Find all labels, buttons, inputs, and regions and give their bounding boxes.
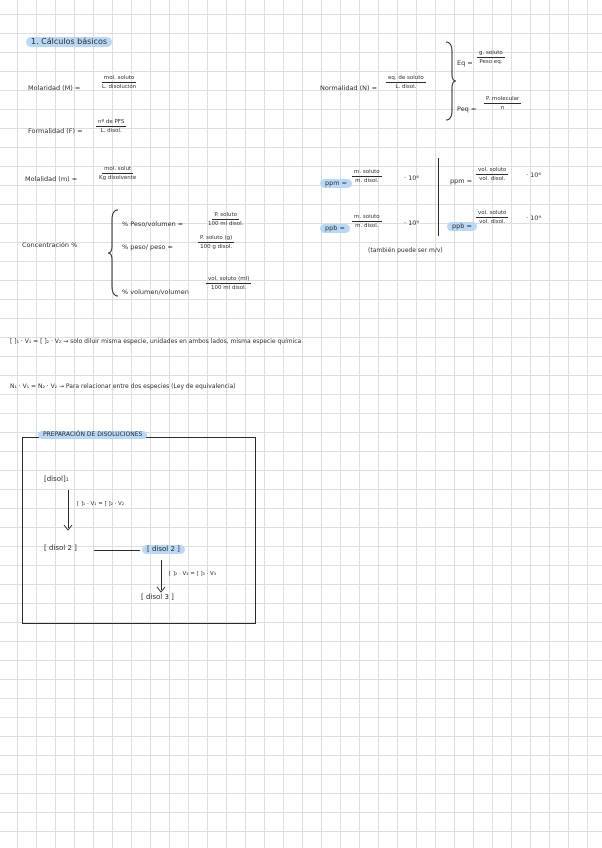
preparacion-title: PREPARACIÓN DE DISOLUCIONES [38, 431, 147, 439]
molalidad-numerator: mol. solut [102, 166, 133, 174]
concentracion-label: Concentración % [22, 241, 78, 249]
formalidad-denominator: L. disol. [100, 128, 122, 135]
peso-volumen-label: % Peso/volumen = [122, 220, 184, 228]
molalidad-label: Molalidad (m) = [25, 175, 78, 183]
formalidad-label: Formalidad (F) = [28, 127, 83, 135]
ppm-right-factor: · 10⁶ [526, 171, 542, 179]
eq-fraction [477, 50, 505, 66]
ppb-left-numerator: m. soluto [352, 214, 382, 222]
ppm-right-fraction [476, 167, 508, 183]
volumen-volumen-label: % volumen/volumen [122, 288, 189, 296]
preparacion-box [22, 437, 256, 624]
arrow-down-icon [64, 525, 72, 531]
ppb-right-factor: · 10⁹ [526, 214, 542, 222]
peq-label: Peq = [457, 105, 477, 113]
disol-2-right: [ disol 2 ] [142, 545, 185, 554]
peso-peso-denominator: 100 g disol. [200, 244, 233, 251]
ppb-left-label: ppb = [320, 224, 350, 233]
equation-2: [ ]₂ · V₂ = [ ]₃ · V₃ [169, 571, 217, 577]
volumen-volumen-fraction [206, 276, 251, 292]
molaridad-denominator: L. disolución [102, 84, 137, 91]
peq-fraction [484, 96, 521, 112]
peso-volumen-fraction [206, 212, 245, 228]
eq-denominator: Peso eq. [479, 59, 503, 66]
molaridad-numerator: mol. soluto [102, 75, 137, 83]
ppm-left-numerator: m. soluto [352, 169, 382, 177]
ppm-left-factor: · 10⁶ [404, 174, 420, 182]
eq-numerator: g. soluto [477, 50, 505, 58]
disol-1: [disol]₁ [44, 475, 69, 483]
disol-2-left: [ disol 2 ] [44, 544, 77, 552]
normalidad-denominator: L. disol. [395, 84, 417, 91]
ppb-right-numerator: vol. soluto [476, 210, 508, 218]
ppm-divider [438, 158, 439, 236]
connector-line [94, 550, 140, 551]
ppb-right-denominator: vol. disol. [479, 219, 506, 226]
ppb-right-fraction [476, 210, 508, 226]
note-mv: (también puede ser m/v) [368, 247, 443, 254]
molaridad-fraction [100, 75, 138, 91]
volumen-volumen-numerator: vol. soluto (ml) [206, 276, 251, 284]
ppb-left-fraction [352, 214, 382, 230]
molaridad-label: Molaridad (M) = [28, 84, 81, 92]
normalidad-brace [444, 42, 456, 120]
peso-volumen-denominator: 100 ml disol. [208, 221, 244, 228]
ppb-left-denominator: m. disol. [355, 223, 379, 230]
formalidad-numerator: nº de PFS [96, 119, 126, 127]
formalidad-fraction [96, 119, 126, 135]
peso-peso-label: % peso/ peso = [122, 243, 173, 251]
normalidad-fraction [386, 75, 426, 91]
peso-volumen-numerator: P. soluto [212, 212, 239, 220]
ppm-right-label: ppm = [450, 177, 473, 185]
ppb-right-label: ppb = [447, 222, 477, 231]
molalidad-denominator: Kg disolvente [99, 175, 137, 182]
ppm-right-numerator: vol. soluto [476, 167, 508, 175]
peso-peso-fraction [198, 235, 234, 251]
peq-denominator: n [500, 105, 505, 112]
concentracion-brace [108, 210, 120, 296]
ppm-right-denominator: vol. disol. [479, 176, 506, 183]
eq-label: Eq = [457, 59, 473, 67]
peq-numerator: P. molecular [484, 96, 521, 104]
arrow-2-shaft [161, 560, 162, 590]
bullet-dilution: [ ]₁ · V₁ = [ ]₂ · V₂ → solo diluir misma especie, unidades en ambos lados, misma especie química [10, 338, 302, 345]
bullet-equivalence: N₁ · V₁ = N₂ · V₂ → Para relacionar entre dos especies (Ley de equivalencia) [10, 383, 236, 390]
arrow-1-shaft [68, 490, 69, 528]
ppm-left-label: ppm = [320, 179, 352, 188]
section-heading: 1. Cálculos básicos [26, 37, 112, 47]
molalidad-fraction [97, 166, 138, 182]
peso-peso-numerator: P. soluto (g) [198, 235, 234, 243]
ppm-left-denominator: m. disol. [355, 178, 379, 185]
normalidad-label: Normalidad (N) = [320, 84, 378, 92]
normalidad-numerator: eq. de soluto [386, 75, 426, 83]
ppm-left-fraction [352, 169, 382, 185]
volumen-volumen-denominator: 100 ml disol. [210, 285, 247, 292]
disol-3: [ disol 3 ] [141, 593, 174, 601]
ppb-left-factor: · 10⁹ [404, 219, 420, 227]
equation-1: [ ]₁ · V₁ = [ ]₂ · V₂ [77, 501, 125, 507]
